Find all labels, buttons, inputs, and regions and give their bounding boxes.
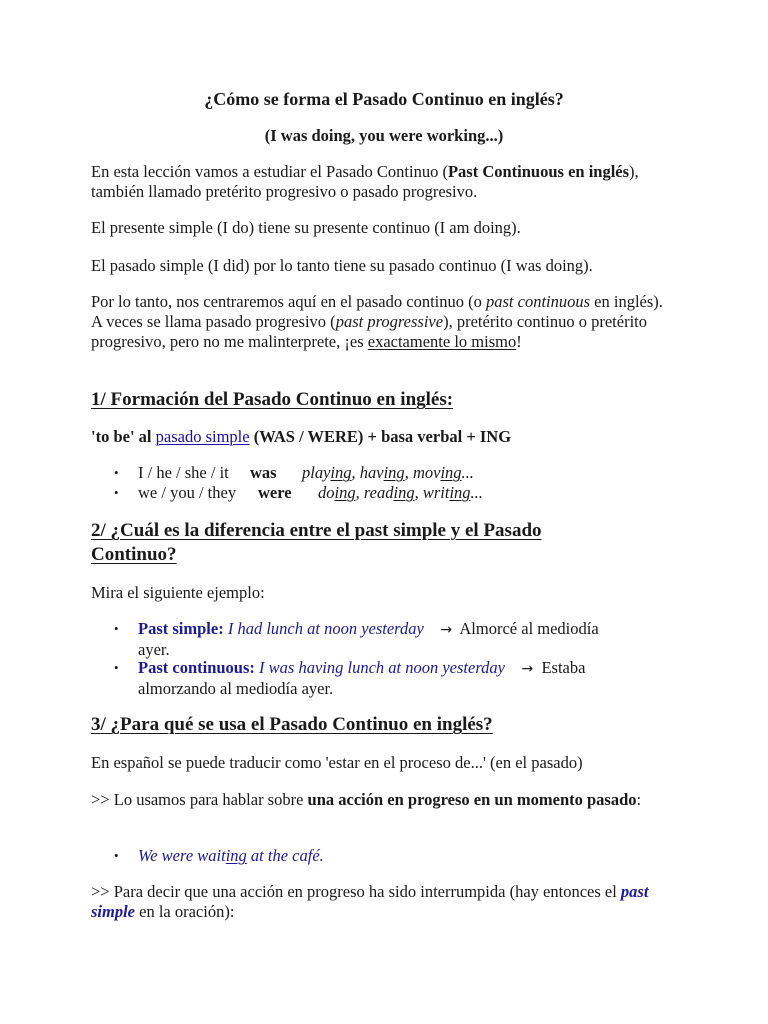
section-1-heading: 1/ Formación del Pasado Continuo en inglés: [91,389,454,410]
subject-text: I / he / she / it [138,463,229,482]
example-sentence: I was having lunch at noon yesterday [259,658,505,677]
para-text: >> Lo usamos para hablar sobre [91,790,308,809]
para-text: : [636,790,642,809]
verb-text: were [258,483,292,502]
section-3-heading: 3/ ¿Para qué se usa el Pasado Continuo en inglés? [91,714,493,735]
intro-text: ! [516,332,522,351]
bullet-icon: • [114,465,119,480]
example-verbs: doing, reading, writing... [318,483,483,502]
list-item [138,846,668,866]
para-bold-italic: past simple [91,882,649,921]
formula-line [91,427,671,447]
arrow-icon: → [521,661,534,677]
intro-paragraph-3: El pasado simple (I did) por lo tanto tiene su pasado continuo (I was doing). [91,256,593,275]
para-text: en la oración): [135,902,235,921]
intro-paragraph-4 [91,292,671,352]
bullet-icon: • [114,485,119,500]
intro-paragraph-2: El presente simple (I do) tiene su presente continuo (I am doing). [91,218,521,237]
para-bold: una acción en progreso en un momento pasado [307,790,637,809]
section-2-lead: Mira el siguiente ejemplo: [91,583,265,602]
arrow-icon: → [440,622,453,638]
page-subtitle: (I was doing, you were working...) [264,126,504,145]
list-item [138,463,668,483]
heading-line: 2/ ¿Cuál es la diferencia entre el past simple y el Pasado [91,520,542,541]
intro-italic: past continuous [486,292,591,311]
intro-paragraph-1 [91,162,671,202]
bullet-icon: • [114,848,119,863]
intro-text: ), también llamado pretérito progresivo o pasado progresivo. [91,162,639,201]
example-label: Past continuous: [138,658,255,677]
example-verbs: playing, having, moving... [302,463,474,482]
example-sentence: We were waiting at the café. [138,846,324,865]
section-3-paragraph-3 [91,882,681,922]
formula-text: (WAS / WERE) + basa verbal + ING [249,427,512,446]
translation-text: ayer. [138,640,170,659]
translation-text: almorzando al mediodía ayer. [138,679,334,698]
translation-text: Almorcé al mediodía [459,619,599,638]
list-item [138,483,668,503]
subject-text: we / you / they [138,483,237,502]
example-sentence: I had lunch at noon yesterday [227,619,424,638]
intro-text: En esta lección vamos a estudiar el Pasado Continuo ( [91,162,448,181]
bullet-icon: • [114,660,119,675]
intro-italic: past progressive [335,312,444,331]
section-3-paragraph-1: En español se puede traducir como 'estar en el proceso de...' (en el pasado) [91,753,583,772]
bullet-icon: • [114,621,119,636]
intro-text: en inglés). A veces se llama pasado progresivo ( [91,292,663,331]
intro-underlined: exactamente lo mismo [367,332,517,351]
formula-text: 'to be' al [91,427,156,446]
list-item [138,658,668,699]
pasado-simple-link[interactable]: pasado simple [155,427,250,446]
para-text: >> Para decir que una acción en progreso ha sido interrumpida (hay entonces el [91,882,621,901]
example-label: Past simple: [138,619,224,638]
intro-bold: Past Continuous en inglés [447,162,630,181]
intro-text: ), pretérito continuo o pretérito progresivo, pero no me malinterprete, ¡es [91,312,647,351]
translation-text: Estaba [541,658,586,677]
verb-text: was [250,463,277,482]
section-2-heading [91,519,671,567]
list-item [138,619,668,660]
page-title: ¿Cómo se forma el Pasado Continuo en inglés? [204,89,564,109]
section-3-paragraph-2 [91,790,671,810]
intro-text: Por lo tanto, nos centraremos aquí en el pasado continuo (o [91,292,486,311]
heading-line: Continuo? [91,544,177,565]
